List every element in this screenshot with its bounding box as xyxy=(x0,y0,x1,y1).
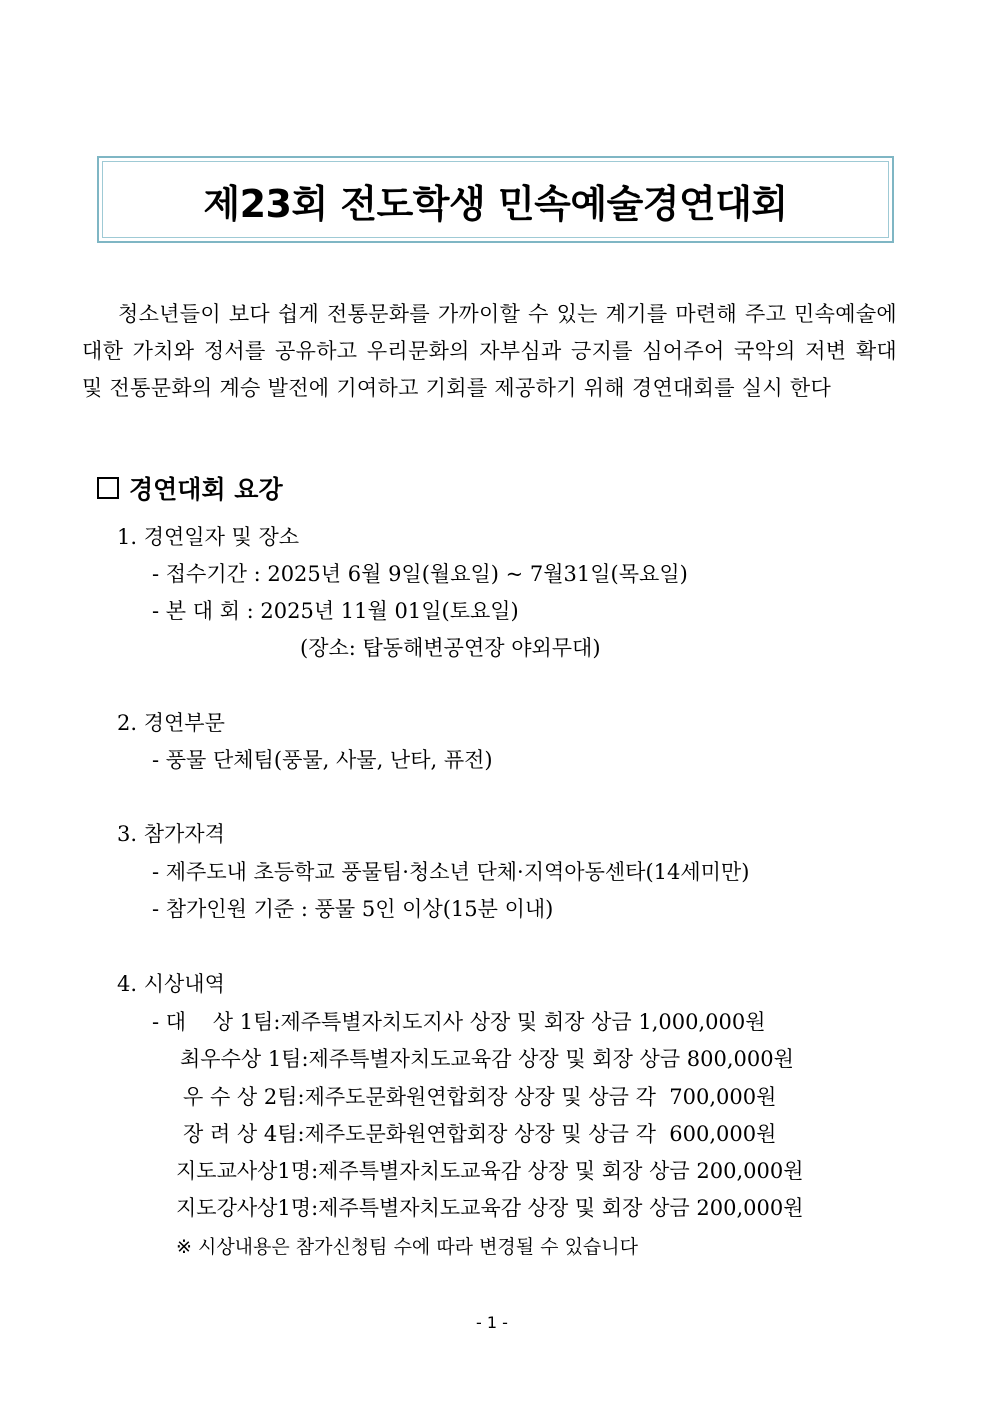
item2-heading: 2. 경연부문 xyxy=(117,711,225,735)
item3-line1: - 제주도내 초등학교 풍물팀·청소년 단체·지역아동센타(14세미만) xyxy=(152,860,750,884)
page-title: 제23회 전도학생 민속예술경연대회 xyxy=(203,182,788,226)
item3-line2: - 참가인원 기준 : 풍물 5인 이상(15분 이내) xyxy=(152,897,554,921)
item4-heading: 4. 시상내역 xyxy=(117,972,225,996)
award-row: 최우수상 1팀:제주특별자치도교육감 상장 및 회장 상금 800,000원 xyxy=(180,1047,794,1071)
award-row: 장 려 상 4팀:제주도문화원연합회장 상장 및 상금 각 600,000원 xyxy=(183,1122,777,1146)
item1-line3: (장소: 탑동해변공연장 야외무대) xyxy=(300,636,601,660)
item3-heading: 3. 참가자격 xyxy=(117,822,225,846)
section-heading xyxy=(97,474,283,506)
title-box xyxy=(97,156,894,243)
checkbox-square-icon xyxy=(97,477,119,499)
item2-line1: - 풍물 단체팀(풍물, 사물, 난타, 퓨전) xyxy=(152,748,493,772)
item1-heading: 1. 경연일자 및 장소 xyxy=(117,525,300,549)
award-note: ※ 시상내용은 참가신청팀 수에 따라 변경될 수 있습니다 xyxy=(176,1236,638,1258)
award-row: 지도교사상1명:제주특별자치도교육감 상장 및 회장 상금 200,000원 xyxy=(176,1159,804,1183)
award-row: 우 수 상 2팀:제주도문화원연합회장 상장 및 상금 각 700,000원 xyxy=(183,1085,777,1109)
award-row: 지도강사상1명:제주특별자치도교육감 상장 및 회장 상금 200,000원 xyxy=(176,1196,804,1220)
item1-line2: - 본 대 회 : 2025년 11월 01일(토요일) xyxy=(152,599,519,623)
intro-paragraph: 청소년들이 보다 쉽게 전통문화를 가까이할 수 있는 계기를 마련해 주고 민속예술에 대한 가치와 정서를 공유하고 우리문화의 자부심과 긍지를 심어주어 국악의 저변 확대 및 전통문화의 계승 발전에 기여하고 기회를 제공하기 위해 경연대회를 실시 한다 xyxy=(82,302,897,400)
section-heading-text: 경연대회 요강 xyxy=(129,475,283,504)
page-number: - 1 - xyxy=(476,1313,508,1332)
item1-line1: - 접수기간 : 2025년 6월 9일(월요일) ~ 7월31일(목요일) xyxy=(152,562,688,586)
award-row: - 대 상 1팀:제주특별자치도지사 상장 및 회장 상금 1,000,000원 xyxy=(152,1010,766,1034)
